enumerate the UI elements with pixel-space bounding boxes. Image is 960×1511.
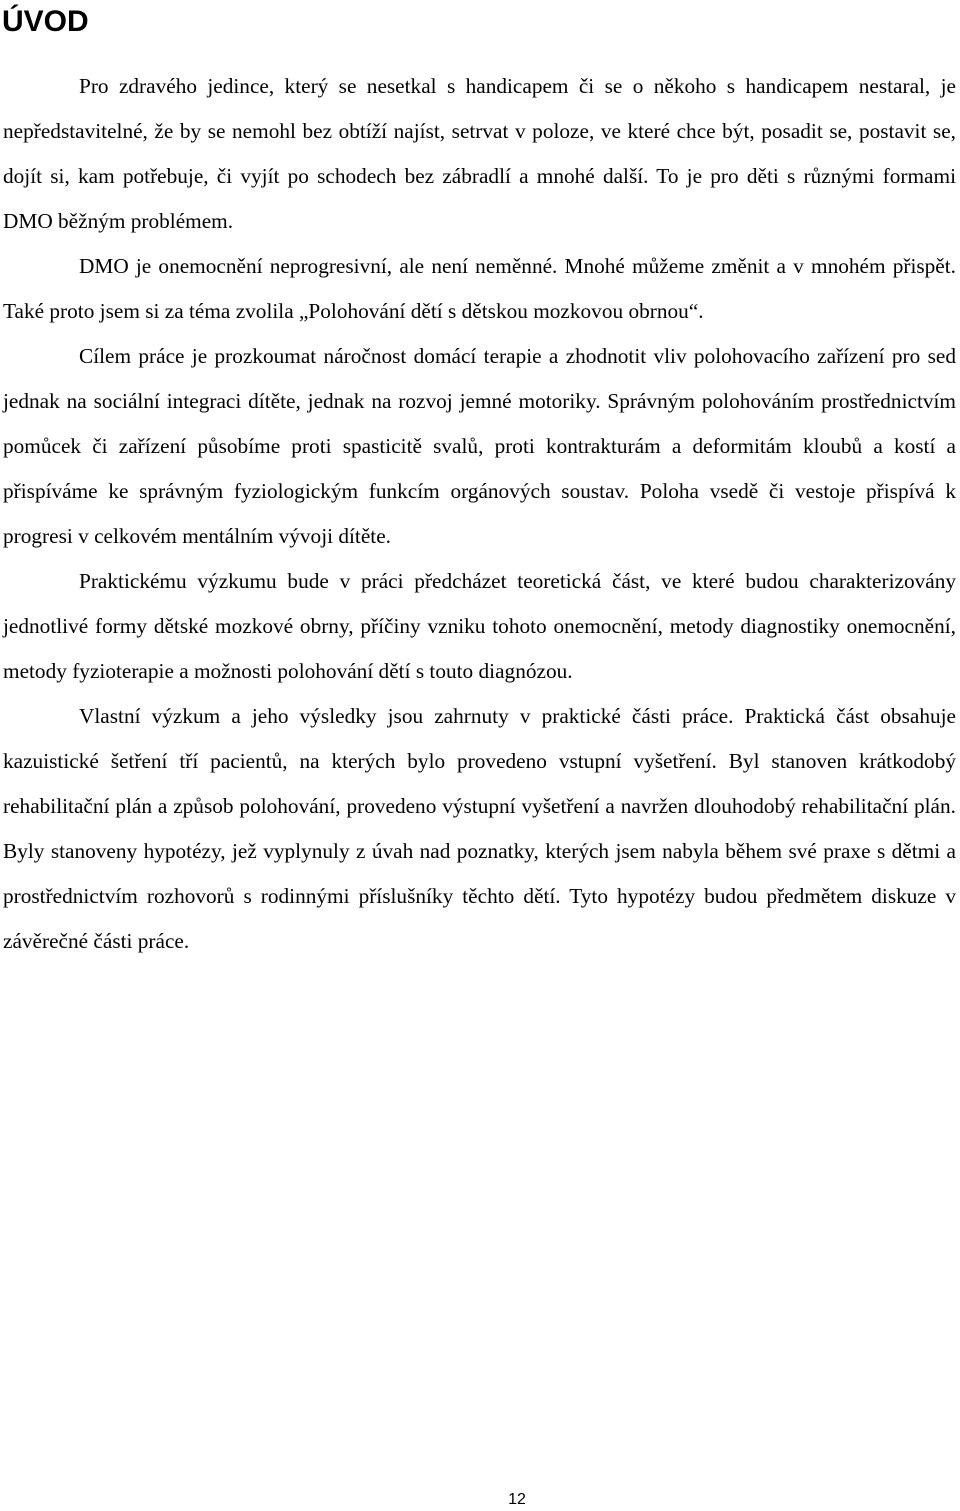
paragraph-intro: Pro zdravého jedince, který se nesetkal s handicapem či se o někoho s handicapem nestaral, je nepředstavitelné, že by se nemohl bez obtíží najíst, setrvat v poloze, ve které chce být, posadit se, postavit se, dojít si, kam potřebuje, či vyjít po schodech bez zábradlí a mnohé další. To je pro děti s různými formami DMO běžným problémem.	[3, 74, 956, 233]
paragraph-dmo: DMO je onemocnění neprogresivní, ale není neměnné. Mnohé můžeme změnit a v mnohém přispět. Také proto jsem si za téma zvolila „Polohování dětí s dětskou mozkovou obrnou“.	[3, 254, 956, 323]
page-title: ÚVOD	[2, 5, 89, 38]
body-text	[3, 64, 956, 964]
paragraph-theory: Praktickému výzkumu bude v práci předcházet teoretická část, ve které budou charakterizovány jednotlivé formy dětské mozkové obrny, příčiny vzniku tohoto onemocnění, metody diagnostiky onemocnění, metody fyzioterapie a možnosti polohování dětí s touto diagnózou.	[3, 569, 956, 683]
page-number: 12	[508, 1491, 526, 1508]
paragraph-goal: Cílem práce je prozkoumat náročnost domácí terapie a zhodnotit vliv polohovacího zařízení pro sed jednak na sociální integraci dítěte, jednak na rozvoj jemné motoriky. Správným polohováním prostřednictvím pomůcek či zařízení působíme proti spasticitě svalů, proti kontrakturám a deformitám kloubů a kostí a přispíváme ke správným fyziologickým funkcím orgánových soustav. Poloha vsedě či vestoje přispívá k progresi v celkovém mentálním vývoji dítěte.	[3, 344, 956, 548]
paragraph-research: Vlastní výzkum a jeho výsledky jsou zahrnuty v praktické části práce. Praktická část obsahuje kazuistické šetření tří pacientů, na kterých bylo provedeno vstupní vyšetření. Byl stanoven krátkodobý rehabilitační plán a způsob polohování, provedeno výstupní vyšetření a navržen dlouhodobý rehabilitační plán. Byly stanoveny hypotézy, jež vyplynuly z úvah nad poznatky, kterých jsem nabyla během své praxe s dětmi a prostřednictvím rozhovorů s rodinnými příslušníky těchto dětí. Tyto hypotézy budou předmětem diskuze v závěrečné části práce.	[3, 704, 956, 953]
